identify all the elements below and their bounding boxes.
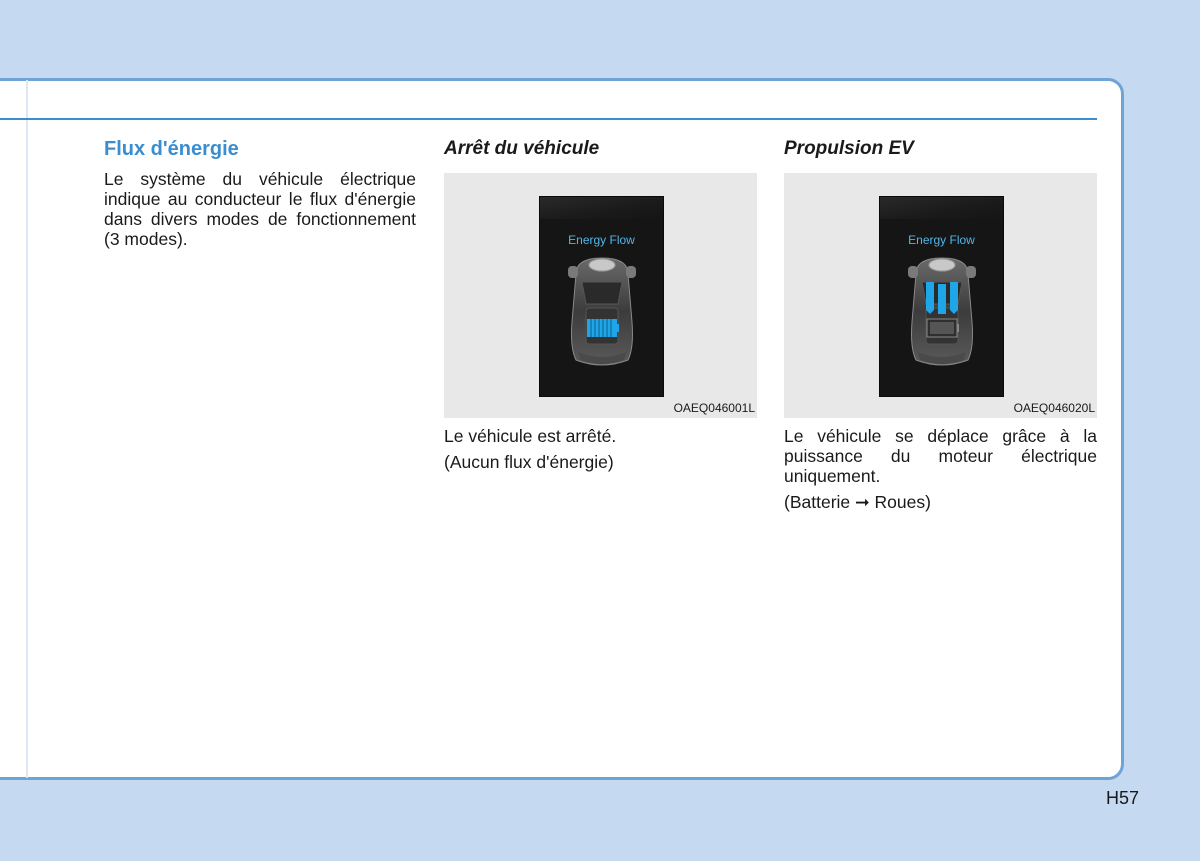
screen-header (540, 197, 663, 219)
screen-title: Energy Flow (908, 233, 975, 247)
intro-column (104, 136, 416, 249)
mode-stopped (444, 136, 757, 472)
screen-title: Energy Flow (568, 233, 635, 247)
caption-line-2: (Batterie ➞ Roues) (784, 492, 931, 512)
cluster-screen (539, 196, 664, 397)
header-rule (0, 118, 1097, 120)
figure-code: OAEQ046001L (673, 401, 755, 415)
battery (927, 319, 959, 337)
wheel-front-left (568, 266, 578, 278)
car-top-view-icon (562, 252, 642, 372)
margin-line (26, 80, 28, 778)
mode-ev-propulsion (784, 136, 1097, 512)
caption-line-1: Le véhicule est arrêté. (444, 426, 617, 446)
motor (929, 259, 955, 271)
battery (587, 319, 619, 337)
caption-line-2: (Aucun flux d'énergie) (444, 452, 614, 472)
wheel-front-right (966, 266, 976, 278)
section-intro: Le système du véhicule électrique indique au conducteur le flux d'énergie dans divers modes de fonctionnement (3 modes). (104, 169, 416, 249)
figure-ev-propulsion (784, 173, 1097, 418)
figure-stopped (444, 173, 757, 418)
motor (589, 259, 615, 271)
energy-flow-arrows (926, 282, 958, 314)
wheel-front-right (626, 266, 636, 278)
caption-line-1: Le véhicule se déplace grâce à la puissance du moteur électrique uniquement. (784, 426, 1097, 486)
section-title: Flux d'énergie (104, 138, 239, 160)
page-number: H57 (1106, 788, 1140, 808)
cluster-screen (879, 196, 1004, 397)
mode-title: Propulsion EV (784, 138, 914, 159)
wheel-front-left (908, 266, 918, 278)
car-top-view-icon (902, 252, 982, 372)
screen-header (880, 197, 1003, 219)
figure-code: OAEQ046020L (1013, 401, 1095, 415)
mode-title: Arrêt du véhicule (444, 138, 600, 159)
